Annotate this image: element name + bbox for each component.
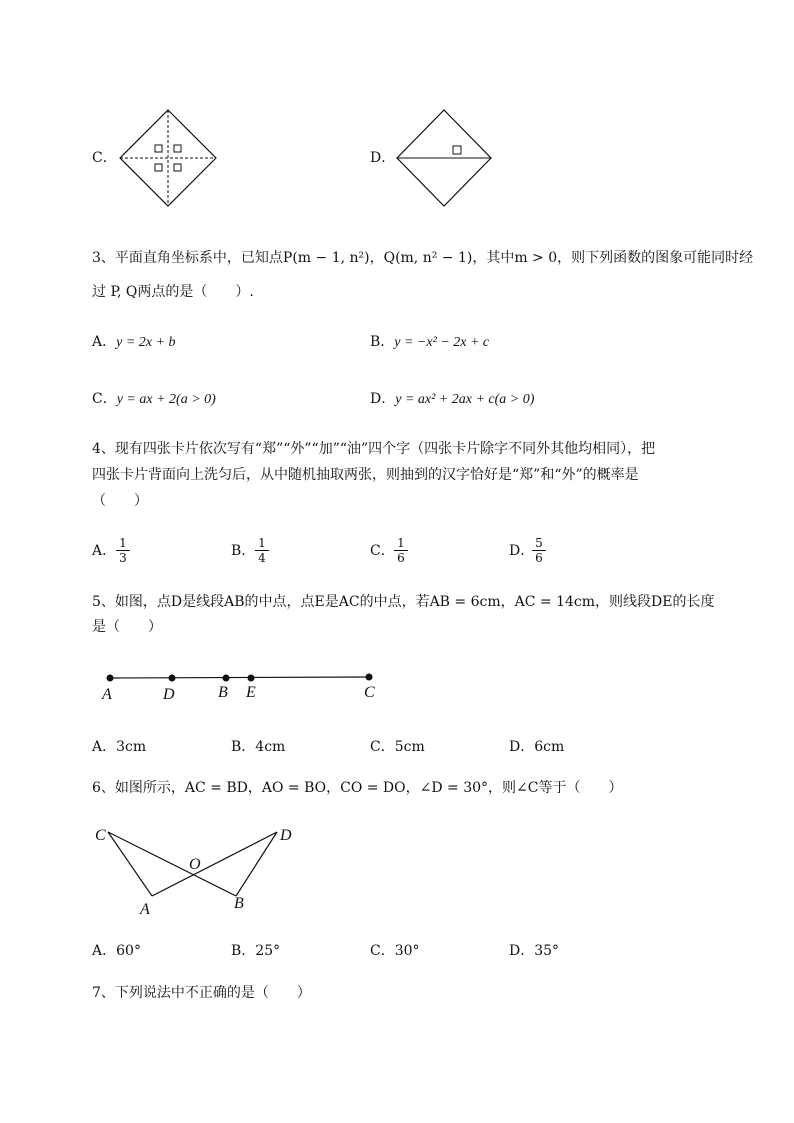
q2-option-c-figure <box>118 108 220 210</box>
q3-option-d <box>370 389 534 410</box>
q5-line2: 是（ ） <box>92 619 162 635</box>
q2-option-c-label: C． <box>92 150 117 166</box>
q3-option-d-expr: y = ax² + 2ax + c(a > 0) <box>395 392 535 407</box>
q5-option-d-label: D． <box>509 739 535 755</box>
q5-option-c-value: 5cm <box>394 739 425 755</box>
point-d-dot <box>169 675 176 682</box>
q3-option-c <box>92 389 216 410</box>
q6-point-c-label: C <box>95 827 106 844</box>
q6-option-b <box>231 941 280 961</box>
q6-option-d <box>509 941 559 961</box>
q6-option-d-value: 35° <box>534 943 560 959</box>
q3-line2: 过 P, Q两点的是（ ）. <box>92 284 254 300</box>
q4-option-a-label: A． <box>92 543 117 559</box>
q3-option-a-expr: y = 2x + b <box>116 335 176 350</box>
q3-option-c-label: C． <box>92 391 117 407</box>
q6-point-a-label: A <box>140 901 150 918</box>
q6-option-c-label: C． <box>370 943 395 959</box>
q5-option-a-value: 3cm <box>116 739 147 755</box>
q4-option-c-fraction <box>394 536 408 565</box>
q3-option-b <box>370 332 489 353</box>
point-e-label: E <box>246 684 256 701</box>
q6-option-c-value: 30° <box>394 943 420 959</box>
q4-option-d-numerator: 5 <box>532 536 546 551</box>
q6-option-a-value: 60° <box>116 943 141 959</box>
q4-option-b-denominator: 4 <box>258 551 266 565</box>
q6-line1: 6、如图所示，AC = BD，AO = BO，CO = DO，∠D = 30°，则∠C等于（ ） <box>92 780 623 796</box>
point-c-label: C <box>364 684 375 701</box>
q6-point-o-label: O <box>189 856 201 873</box>
q6-option-b-value: 25° <box>255 943 281 959</box>
q4-option-a-numerator: 1 <box>116 536 130 551</box>
q4-line3: （ ） <box>92 493 148 509</box>
q4-option-d-denominator: 6 <box>535 551 543 565</box>
q6-point-d-label: D <box>280 827 292 844</box>
q5-line-segment-figure <box>96 668 386 708</box>
q6-option-d-label: D． <box>509 943 535 959</box>
q2-option-d-label: D． <box>370 150 396 166</box>
q4-line1: 4、现有四张卡片依次写有“郑”“外”“加”“油”四个字（四张卡片除字不同外其他均相同），把 <box>92 441 656 457</box>
q6-option-a <box>92 941 141 961</box>
q4-option-a-denominator: 3 <box>119 551 127 565</box>
q5-option-b-label: B． <box>231 739 256 755</box>
q6-option-c <box>370 941 420 961</box>
q5-option-d <box>509 737 564 757</box>
q6-point-b-label: B <box>234 895 244 912</box>
q5-option-c-label: C． <box>370 739 395 755</box>
q5-option-a-label: A． <box>92 739 117 755</box>
q4-line2: 四张卡片背面向上洗匀后，从中随机抽取两张，则抽到的汉字恰好是“郑”和“外”的概率是 <box>92 467 639 483</box>
q6-option-b-label: B． <box>231 943 256 959</box>
q6-triangles-figure <box>90 820 310 918</box>
point-c-dot <box>366 674 373 681</box>
q5-option-b <box>231 737 285 757</box>
q3-option-a-label: A． <box>92 334 117 350</box>
q3-line1: 3、平面直角坐标系中，已知点P(m − 1, n²)，Q(m, n² − 1)，其中m > 0，则下列函数的图象可能同时经 <box>92 250 754 266</box>
q4-option-c-numerator: 1 <box>394 536 408 551</box>
point-b-dot <box>223 675 230 682</box>
q4-option-d-label: D． <box>509 543 535 559</box>
q3-option-b-expr: y = −x² − 2x + c <box>394 335 490 350</box>
q5-option-b-value: 4cm <box>255 739 286 755</box>
q6-option-a-label: A． <box>92 943 117 959</box>
q5-option-c <box>370 737 425 757</box>
point-d-label: D <box>163 686 175 703</box>
q3-option-d-label: D． <box>370 391 396 407</box>
q3-option-c-expr: y = ax + 2(a > 0) <box>116 392 216 407</box>
point-b-label: B <box>218 684 228 701</box>
q4-option-c-label: C． <box>370 543 395 559</box>
q3-option-b-label: B． <box>370 334 395 350</box>
q4-option-c-denominator: 6 <box>397 551 405 565</box>
q4-option-b-numerator: 1 <box>255 536 269 551</box>
q7-line1: 7、下列说法中不正确的是（ ） <box>92 985 311 1001</box>
point-a-dot <box>107 675 114 682</box>
q5-line1: 5、如图，点D是线段AB的中点，点E是AC的中点，若AB = 6cm，AC = 14cm，则线段DE的长度 <box>92 594 715 610</box>
q3-option-a <box>92 332 175 353</box>
q4-option-a-fraction <box>116 536 130 565</box>
q2-option-d-figure <box>395 108 495 210</box>
point-a-label: A <box>102 686 112 703</box>
q5-option-a <box>92 737 146 757</box>
q4-option-b-fraction <box>255 536 269 565</box>
q5-option-d-value: 6cm <box>534 739 565 755</box>
point-e-dot <box>248 675 255 682</box>
q4-option-b-label: B． <box>231 543 256 559</box>
q4-option-d-fraction <box>532 536 546 565</box>
